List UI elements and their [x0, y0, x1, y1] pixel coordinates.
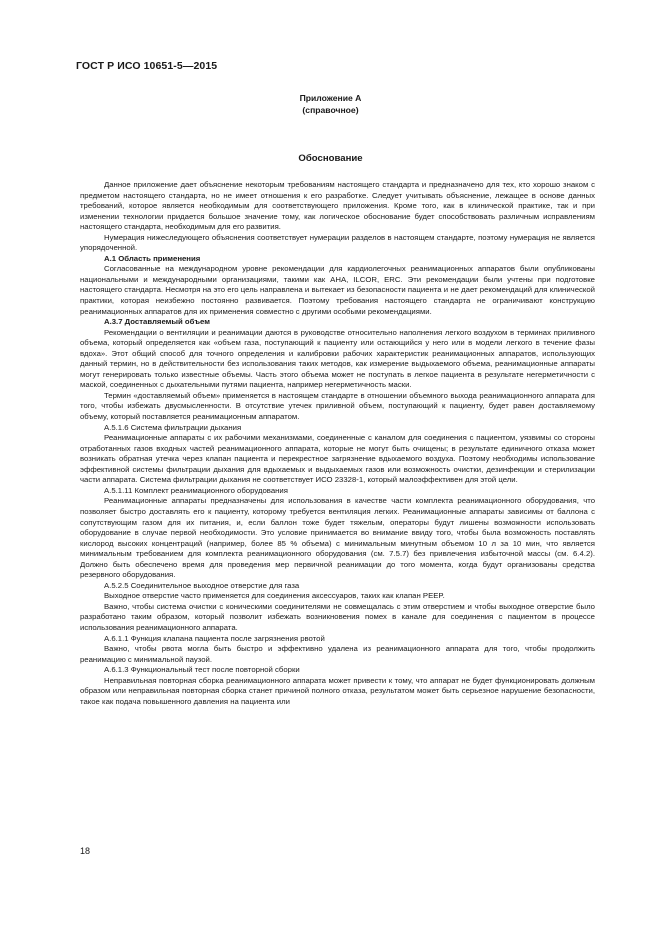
page-number: 18	[80, 846, 91, 856]
heading-a516: А.5.1.6 Система фильтрации дыхания	[104, 422, 242, 432]
paragraph-a613: Неправильная повторная сборка реанимационного аппарата может привести к тому, что аппарат не будет функционировать должным образом или неправильная повторная сборка станет причиной полного отказа, результатом может быть серьезное нарушение безопасности, такое как подача повышенного давления на пациента или	[80, 675, 595, 706]
heading-a37: А.3.7 Доставляемый объем	[104, 317, 210, 327]
appendix-subtitle: (справочное)	[302, 105, 359, 115]
heading-a611: А.6.1.1 Функция клапана пациента после загрязнения рвотой	[104, 633, 325, 643]
paragraph-a1: Согласованные на международном уровне рекомендации для кардиолегочных реанимационных аппаратов были опубликованы национальными и международными организациями, такими как АНА, ILCOR, ERC. Эти рекомендации были учтены при подготовке настоящего стандарта. Несмотря на это его цель направлена и вытекает из безопасности пациента и не дает рекомендаций для клинической практики, которая неизбежно постоянно развивается. Поэтому требования настоящего стандарта не ограничивают конструкцию реанимационных аппаратов для их применения совместно с другими особыми рекомендациями.	[80, 264, 595, 316]
heading-a525: А.5.2.5 Соединительное выходное отверстие для газа	[104, 580, 300, 590]
paragraph-a525-2: Важно, чтобы система очистки с коническими соединителями не совмещалась с этим отверстием и чтобы выходное отверстие было разработано таким образом, который позволит избежать возникновения помех в канале для соединения с пациентом в процессе использования реанимационного аппарата.	[80, 601, 595, 632]
paragraph-intro: Данное приложение дает объяснение некоторым требованиям настоящего стандарта и предназначено для тех, кто хорошо знаком с предметом настоящего стандарта, но не имеет отношения к его разработке. Следует учитывать объяснение, лежащее в основе данных требований, которое является необходимым для соответствующего приложения. Кроме того, как в клинической практике, так и при изменении технологии придается большое значение тому, как логическое обоснование будет способствовать различным исправлениям настоящего стандарта, необходимым для его развития.	[80, 180, 595, 232]
paragraph-a611: Важно, чтобы рвота могла быть быстро и эффективно удалена из реанимационного аппарата для того, чтобы продолжить реанимацию с минимальной паузой.	[80, 644, 595, 664]
document-body	[80, 180, 595, 707]
paragraph-numbering: Нумерация нижеследующего объяснения соответствует нумерации разделов в настоящем стандарте, поэтому нумерация не является упорядоченной.	[80, 232, 595, 253]
paragraph-a37-1: Рекомендации о вентиляции и реанимации даются в руководстве относительно наполнения легкого воздухом в терминах приливного объема, который определяется как «объем газа, поступающий к пациенту или остающийся у него или в модели легкого в течение фазы вдоха». Этот общий способ для точного определения и калибровки рабочих характеристик реанимационных аппаратов, использующих данный термин, но в действительности без использования таких методов, как измерение выдыхаемого объема, реанимационные аппараты могут генерировать только известные объемы. Часть этого объема может не поступать в легкое пациента в результате негерметичности с маской, соединенных с дыхательными путями пациента, например негерметичность маски.	[80, 327, 595, 390]
paragraph-a5111: Реанимационные аппараты предназначены для использования в качестве части комплекта реанимационного оборудования, что позволяет быстро доставлять его к пациенту, которому требуется вентиляция легких. Реанимационные аппараты зависимы от баллона с сопутствующим газом для их питания, и, если баллон тоже будет тяжелым, операторы будут лишены возможности использовать оборудование в случае первой необходимости. Это условие принимается во внимание ввиду того, чтобы была возможность поставлять кислород высоких концентраций (например, более 85 % объема) с минимальным минутным объемом 10 л за 10 мин, что является минимальным требованием для комплекта реанимационного оборудования (см. 7.5.7) без привлечения избыточной массы (см. 6.4.2). Должно быть обеспечено время для проведения мер первичной реанимации до того момента, когда будут организованы средства резервного оборудования.	[80, 496, 595, 580]
appendix-heading	[0, 92, 661, 116]
paragraph-a37-2: Термин «доставляемый объем» применяется в настоящем стандарте в отношении объемного выхода реанимационного аппарата для того, чтобы избежать двусмысленности. В отсутствие утечек приливной объем, поступающий к пациенту, будет равен доставляемому объему, который поставляется реанимационным аппаратом.	[80, 390, 595, 422]
heading-a613: А.6.1.3 Функциональный тест после повторной сборки	[104, 665, 300, 675]
paragraph-a525-1: Выходное отверстие часто применяется для соединения аксессуаров, таких как клапан PEEP.	[104, 591, 445, 601]
appendix-title: Приложение А	[299, 93, 362, 103]
heading-a5111: А.5.1.11 Комплект реанимационного оборудования	[104, 485, 288, 495]
section-title: Обоснование	[298, 153, 363, 164]
standard-header: ГОСТ Р ИСО 10651-5—2015	[76, 60, 218, 72]
heading-a1: А.1 Область применения	[104, 253, 201, 263]
paragraph-a516: Реанимационные аппараты с их рабочими механизмами, соединенные с каналом для соединения с пациентом, уязвимы со стороны отработанных газов входных частей реанимационного аппарата, которые не могут быть очищены; в результате единичного отказа может возникать обратная утечка через клапан пациента и перекрестное загрязнение вдыхаемого воздуха. Поэтому необходимы использование эффективной системы фильтрации дыхания для вдыхаемых и выдыхаемых газов или возможность очистки, дезинфекции и стерилизации части аппарата. Система фильтрации дыхания не соответствует ИСО 23328-1, который малоэффективен для этой цели.	[80, 433, 595, 485]
